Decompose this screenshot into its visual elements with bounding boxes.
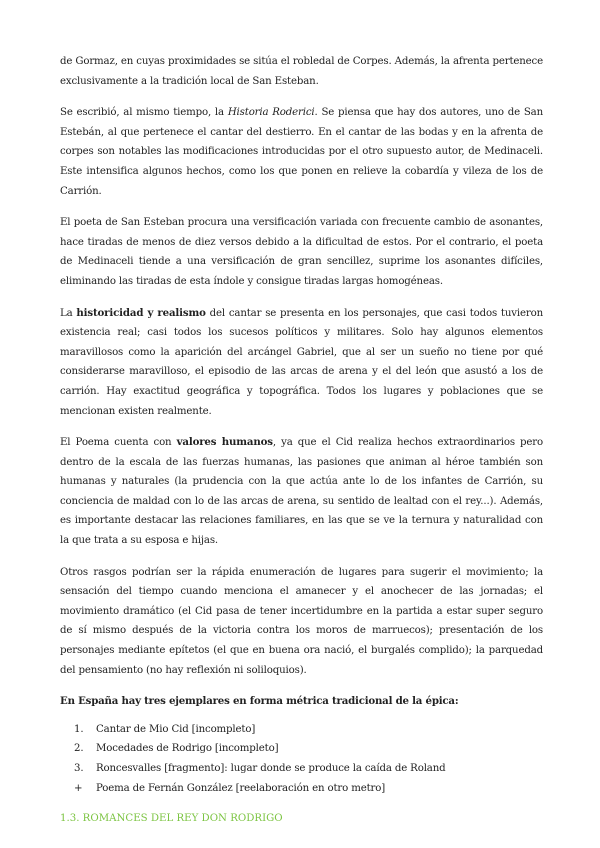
list-item-text: Roncesvalles [fragmento]: lugar donde se produce la caída de Roland	[96, 763, 446, 774]
list-item-text: Cantar de Mio Cid [incompleto]	[96, 723, 256, 735]
paragraph-6	[60, 563, 543, 681]
paragraph-1-text: de Gormaz, en cuyas proximidades se sitúa el robledal de Corpes. Además, la afrenta pertenece exclusivamente a la tradición local de San Esteban.	[60, 56, 543, 87]
paragraph-2-text-b: . Se piensa que hay dos autores, uno de San Estebán, al que pertenece el cantar del destierro. En el cantar de las bodas y en la afrenta de corpes son notables las modificaciones introducidas por el otro supuesto autor, de Medinaceli. Este intensifica algunos hechos, como los que ponen en relieve la cobardía y vileza de los de Carrión.	[60, 107, 543, 197]
paragraph-5-text-b: , ya que el Cid realiza hechos extraordinarios pero dentro de la escala de las fuerzas humanas, las pasiones que animan al héroe también son humanas y naturales (la prudencia con la que actúa ante lo de los infantes de Carrión, su conciencia de maldad con lo de las arcas de arena, su sentido de lealtad con el rey...). Además, es importante destacar las relaciones familiares, en las que se ve la ternura y naturalidad con la que trata a su esposa e hijas.	[60, 437, 543, 547]
paragraph-5-text-a: El Poema cuenta con	[60, 437, 177, 449]
list-item-text: Mocedades de Rodrigo [incompleto]	[96, 743, 279, 755]
epic-works-list	[60, 720, 543, 798]
list-item-text: Poema de Fernán González [reelaboración en otro metro]	[96, 782, 386, 794]
paragraph-3	[60, 213, 543, 291]
list-marker: 1.	[74, 723, 84, 735]
paragraph-5	[60, 433, 543, 551]
list-marker: 3.	[74, 763, 84, 774]
valores-humanos-term: valores humanos	[176, 436, 273, 449]
list-item	[74, 759, 543, 779]
paragraph-4	[60, 304, 543, 422]
paragraph-6-text: Otros rasgos podrían ser la rápida enumeración de lugares para sugerir el movimiento; la sensación del tiempo cuando menciona el amanecer y el anochecer de las jornadas; el movimiento dramático (el Cid pasa de tener incertidumbre en la partida a estar super seguro de sí mismo después de la victoria contra los moros de marruecos); presentación de los personajes mediante epítetos (el que en buena ora nació, el burgalés complido); la parquedad del pensamiento (no hay reflexión ni soliloquios).	[60, 566, 543, 676]
paragraph-2-text-a: Se escribió, al mismo tiempo, la	[60, 107, 228, 119]
paragraph-2	[60, 103, 543, 201]
list-item	[74, 739, 543, 759]
historia-roderici-title: Historia Roderici	[227, 107, 315, 119]
paragraph-1	[60, 52, 543, 91]
paragraph-4-text-a: La	[60, 307, 77, 319]
list-item	[74, 720, 543, 740]
historicidad-realismo-term: historicidad y realismo	[76, 306, 206, 319]
paragraph-4-text-b: del cantar se presenta en los personajes, que casi todos tuvieron existencia real; casi todos los sucesos políticos y militares. Solo hay algunos elementos maravillosos como la aparición del arcángel Gabriel, que al ser un sueño no tiene por qué considerarse maravilloso, el episodio de las arcas de arena y el del león que asustó a los de carrión. Hay exactitud geográfica y topográfica. Todos los lugares y poblaciones que se mencionan existen realmente.	[60, 307, 543, 417]
list-marker: +	[74, 782, 83, 794]
paragraph-3-text: El poeta de San Esteban procura una versificación variada con frecuente cambio de asonantes, hace tiradas de menos de diez versos debido a la dificultad de estos. Por el contrario, el poeta de Medinaceli tiende a una versificación de gran sencillez, suprime los asonantes difíciles, eliminando las tiradas de esta índole y consigue tiradas largas homogéneas.	[60, 217, 543, 287]
section-heading: 1.3. ROMANCES DEL REY DON RODRIGO	[60, 813, 283, 825]
list-marker: 2.	[74, 743, 84, 755]
list-item	[74, 779, 543, 799]
list-heading: En España hay tres ejemplares en forma métrica tradicional de la épica:	[60, 695, 459, 708]
